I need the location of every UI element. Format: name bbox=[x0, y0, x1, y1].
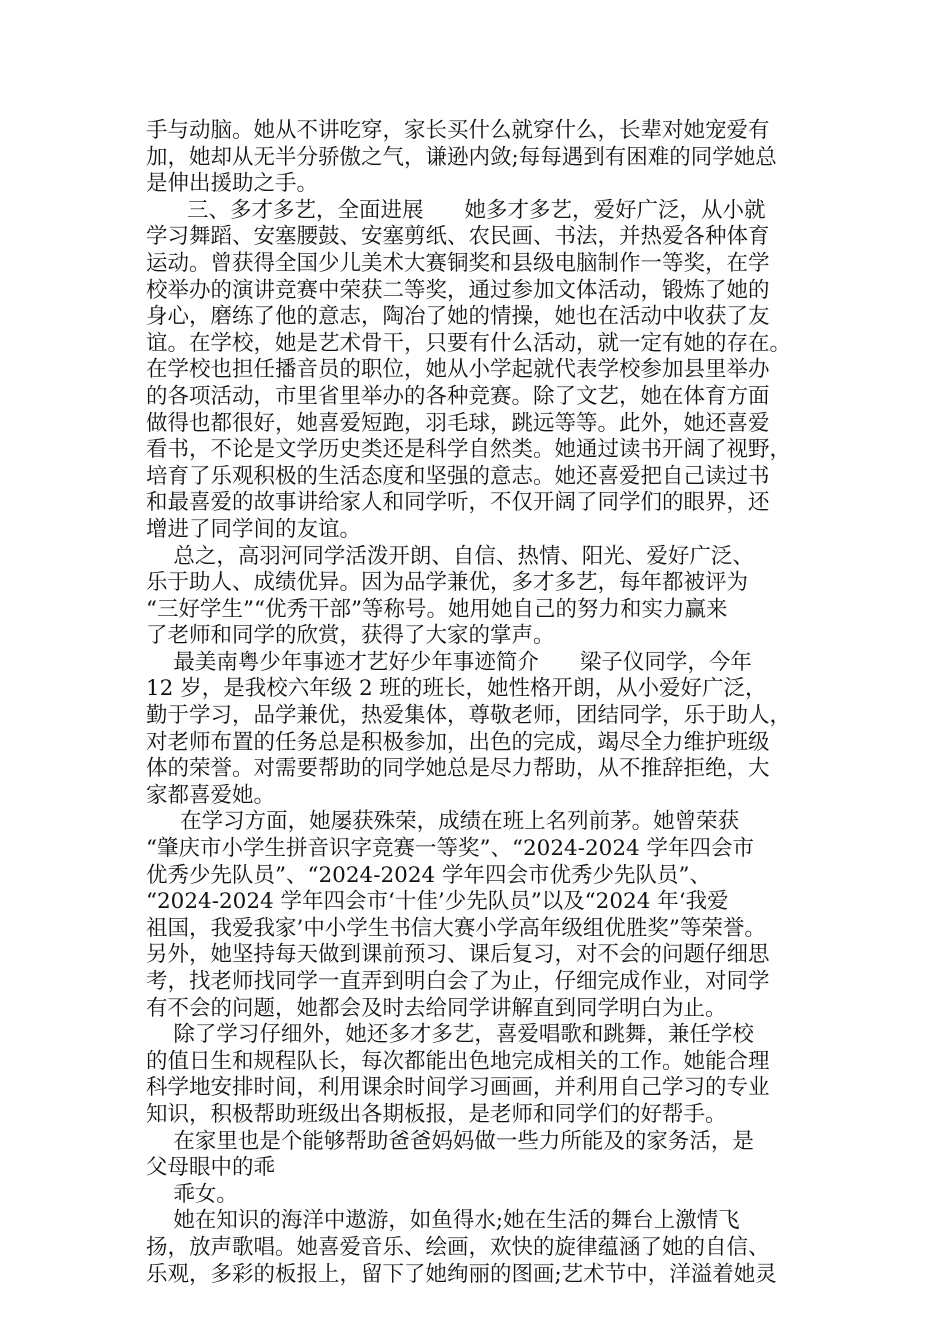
text-line: 是伸出援助之手。 bbox=[146, 171, 319, 197]
text-line: 加，她却从无半分骄傲之气，谦逊内敛;每每遇到有困难的同学她总 bbox=[146, 144, 777, 170]
text-line: 父母眼中的乖 bbox=[146, 1155, 276, 1181]
text-line: 培育了乐观积极的生活态度和坚强的意志。她还喜爱把自己读过书 bbox=[146, 463, 770, 489]
text-line: 增进了同学间的友谊。 bbox=[146, 516, 362, 542]
text-line: 除了学习仔细外，她还多才多艺，喜爱唱歌和跳舞，兼任学校 bbox=[146, 1022, 754, 1048]
text-line: 在学习方面，她屡获殊荣，成绩在班上名列前茅。她曾荣获 bbox=[146, 809, 740, 835]
text-line: 乖女。 bbox=[146, 1181, 238, 1207]
text-line: 看书，不论是文学历史类还是科学自然类。她通过读书开阔了视野， bbox=[146, 437, 792, 463]
text-line: “肇庆市小学生拼音识字竞赛一等奖”、“2024-2024 学年四会市 bbox=[146, 836, 755, 862]
body-text bbox=[146, 118, 826, 1288]
text-line: 学习舞蹈、安塞腰鼓、安塞剪纸、农民画、书法，并热爱各种体育 bbox=[146, 224, 770, 250]
text-line: 优秀少先队员”、“2024-2024 学年四会市优秀少先队员”、 bbox=[146, 862, 712, 888]
text-line: 身心，磨练了他的意志，陶冶了她的情操，她也在活动中收获了友 bbox=[146, 304, 770, 330]
text-line: 12 岁，是我校六年级 2 班的班长，她性格开朗，从小爱好广泛， bbox=[146, 676, 767, 702]
text-line: 手与动脑。她从不讲吃穿，家长买什么就穿什么，长辈对她宠爱有 bbox=[146, 118, 770, 143]
text-line: “三好学生”“优秀干部”等称号。她用她自己的努力和实力赢来 bbox=[146, 596, 728, 622]
text-line: 考，找老师找同学一直弄到明白会了为止，仔细完成作业，对同学 bbox=[146, 969, 770, 994]
text-line: 最美南粤少年事迹才艺好少年事迹简介 梁子仪同学，今年 bbox=[146, 649, 752, 675]
text-line: 她在知识的海洋中遨游，如鱼得水;她在生活的舞台上激情飞 bbox=[146, 1208, 740, 1234]
text-line: 家都喜爱她。 bbox=[146, 782, 276, 808]
text-line: 和最喜爱的故事讲给家人和同学听，不仅开阔了同学们的眼界，还 bbox=[146, 490, 770, 516]
text-line: 总之，高羽河同学活泼开朗、自信、热情、阳光、爱好广泛、 bbox=[146, 543, 754, 569]
text-line: 运动。曾获得全国少儿美术大赛铜奖和县级电脑制作一等奖，在学 bbox=[146, 250, 770, 276]
text-line: 祖国，我爱我家’中小学生书信大赛小学高年级组优胜奖”等荣誉。 bbox=[146, 915, 766, 941]
text-line: 体的荣誉。对需要帮助的同学她总是尽力帮助，从不推辞拒绝，大 bbox=[146, 756, 770, 782]
text-line: 知识，积极帮助班级出各期板报，是老师和同学们的好帮手。 bbox=[146, 1101, 727, 1127]
text-line: 勤于学习，品学兼优，热爱集体，尊敬老师，团结同学，乐于助人， bbox=[146, 703, 792, 729]
text-line: 科学地安排时间，利用课余时间学习画画，并利用自己学习的专业 bbox=[146, 1075, 770, 1101]
text-line: 三、多才多艺，全面进展 她多才多艺，爱好广泛，从小就 bbox=[146, 197, 766, 223]
text-line: 的值日生和规程队长，每次都能出色地完成相关的工作。她能合理 bbox=[146, 1048, 770, 1074]
text-line: 在家里也是个能够帮助爸爸妈妈做一些力所能及的家务活，是 bbox=[146, 1128, 754, 1154]
text-line: 有不会的问题，她都会及时去给同学讲解直到同学明白为止。 bbox=[146, 995, 727, 1021]
text-line: 乐观，多彩的板报上，留下了她绚丽的图画;艺术节中，洋溢着她灵 bbox=[146, 1261, 777, 1287]
text-line: 另外，她坚持每天做到课前预习、课后复习，对不会的问题仔细思 bbox=[146, 942, 770, 968]
text-line: 扬，放声歌唱。她喜爱音乐、绘画，欢快的旋律蕴涵了她的自信、 bbox=[146, 1234, 770, 1260]
text-line: 谊。在学校，她是艺术骨干，只要有什么活动，就一定有她的存在。 bbox=[146, 330, 792, 356]
text-line: “2024-2024 学年四会市‘十佳’少先队员”以及“2024 年‘我爱 bbox=[146, 889, 729, 915]
text-line: 做得也都很好，她喜爱短跑，羽毛球，跳远等等。此外，她还喜爱 bbox=[146, 410, 770, 436]
text-line: 乐于助人、成绩优异。因为品学兼优，多才多艺，每年都被评为 bbox=[146, 570, 749, 596]
text-line: 校举办的演讲竞赛中荣获二等奖，通过参加文体活动，锻炼了她的 bbox=[146, 277, 770, 303]
text-line: 的各项活动，市里省里举办的各种竞赛。除了文艺，她在体育方面 bbox=[146, 383, 770, 409]
text-line: 对老师布置的任务总是积极参加，出色的完成，竭尽全力维护班级 bbox=[146, 729, 770, 755]
text-line: 了老师和同学的欣赏，获得了大家的掌声。 bbox=[146, 623, 555, 649]
text-line: 在学校也担任播音员的职位，她从小学起就代表学校参加县里举办 bbox=[146, 357, 770, 383]
